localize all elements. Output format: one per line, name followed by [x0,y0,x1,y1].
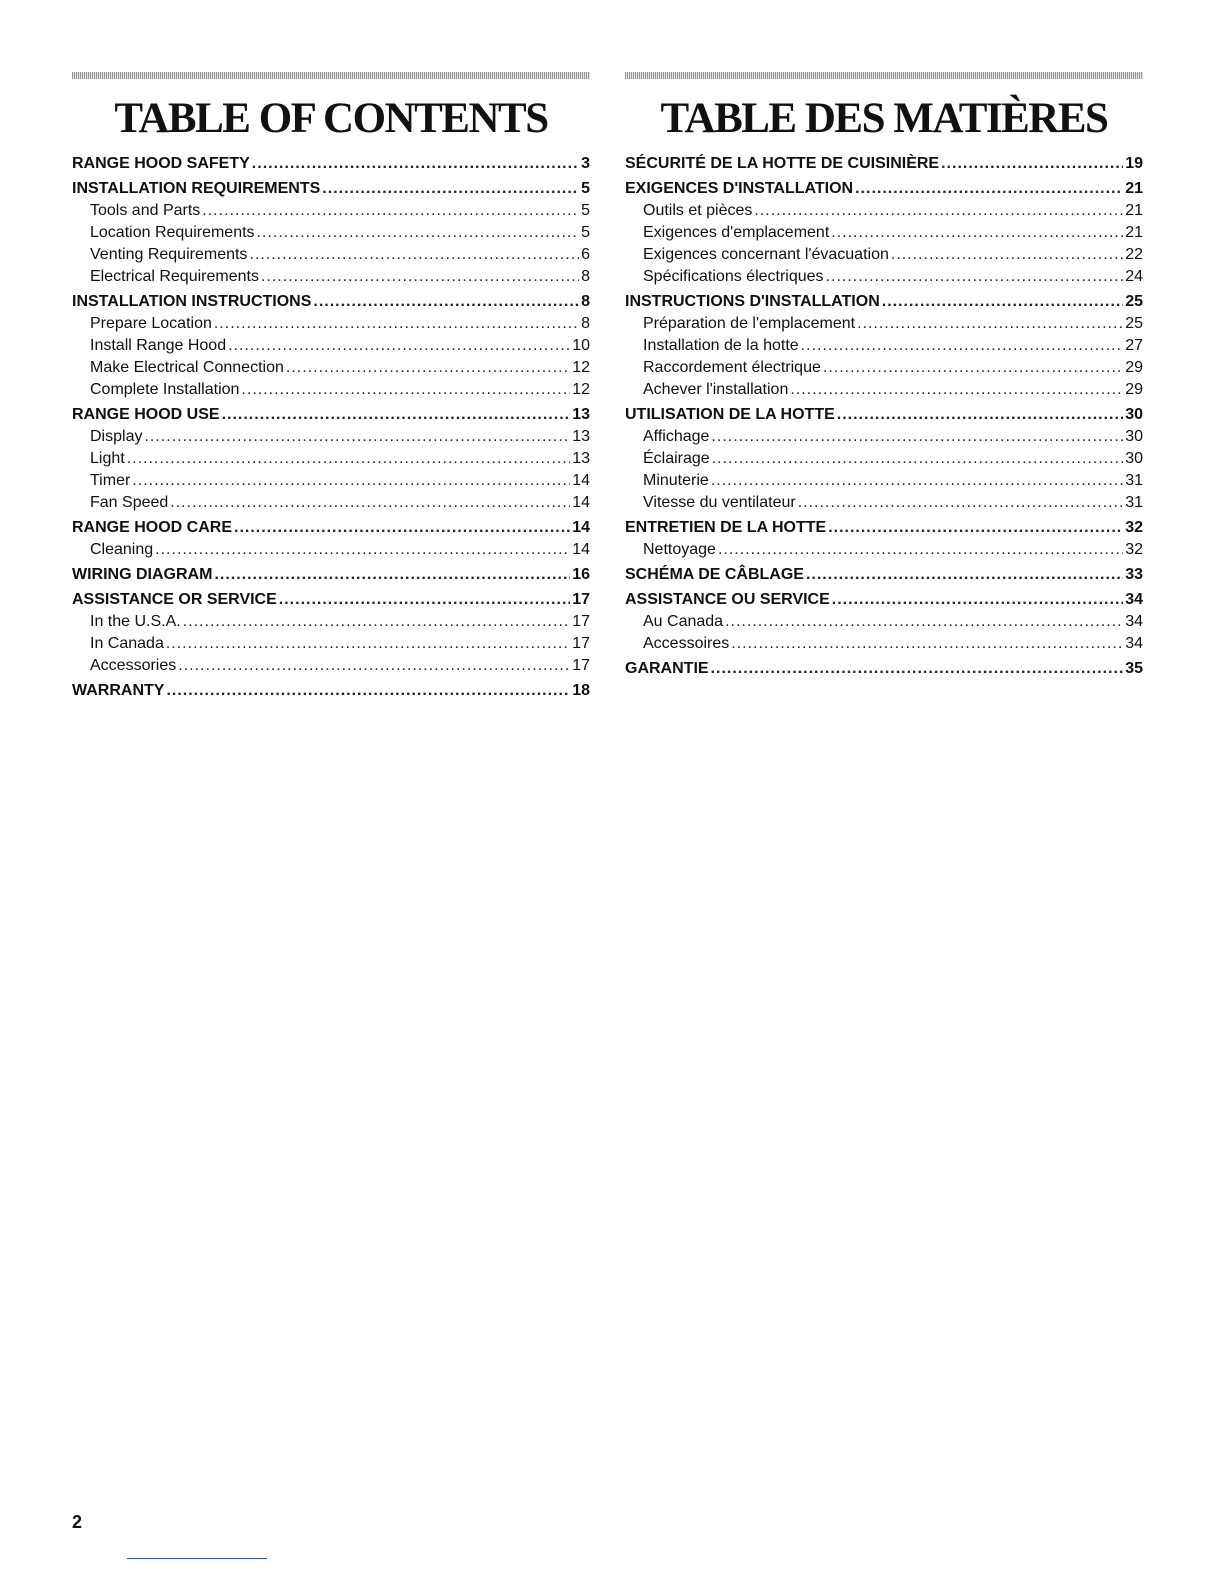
toc-entry[interactable]: Install Range Hood ..... 10 [72,335,590,357]
toc-entry[interactable]: ASSISTANCE OR SERVICE ..... 17 [72,589,590,611]
toc-title: TABLE DES MATIÈRES [660,95,1108,142]
top-rule [72,72,590,79]
toc-entry[interactable]: Cleaning ..... 14 [72,539,590,561]
toc-entry[interactable]: Affichage ..... 30 [625,426,1143,448]
toc-entry[interactable]: Accessories ..... 17 [72,655,590,677]
toc-entry[interactable]: Accessoires ..... 34 [625,633,1143,655]
toc-entry[interactable]: In Canada ..... 17 [72,633,590,655]
toc-entry[interactable]: INSTALLATION REQUIREMENTS ..... 5 [72,178,590,200]
toc-entry[interactable]: ASSISTANCE OU SERVICE ..... 34 [625,589,1143,611]
toc-entry[interactable]: Installation de la hotte ..... 27 [625,335,1143,357]
toc-entry[interactable]: Complete Installation ..... 12 [72,379,590,401]
toc-entry[interactable]: Spécifications électriques ..... 24 [625,266,1143,288]
toc-entry[interactable]: Achever l'installation ..... 29 [625,379,1143,401]
toc-title: TABLE OF CONTENTS [114,95,548,142]
footer-link-underline [127,1558,267,1559]
toc-entry[interactable]: Electrical Requirements ..... 8 [72,266,590,288]
toc-entry[interactable]: Location Requirements ..... 5 [72,222,590,244]
toc-entry[interactable]: In the U.S.A. ..... 17 [72,611,590,633]
top-rule [625,72,1143,79]
toc-french-column [625,72,1143,680]
toc-entry[interactable]: UTILISATION DE LA HOTTE ..... 30 [625,404,1143,426]
toc-entry[interactable]: WARRANTY ..... 18 [72,680,590,702]
toc-entry[interactable]: Tools and Parts ..... 5 [72,200,590,222]
page-number: 2 [72,1512,83,1532]
toc-entry[interactable]: RANGE HOOD CARE ..... 14 [72,517,590,539]
toc-entry[interactable]: EXIGENCES D'INSTALLATION ..... 21 [625,178,1143,200]
toc-entry[interactable]: Minuterie ..... 31 [625,470,1143,492]
toc-entry[interactable]: RANGE HOOD SAFETY ..... 3 [72,153,590,175]
toc-list [72,153,590,702]
toc-entry[interactable]: Fan Speed ..... 14 [72,492,590,514]
toc-entry[interactable]: ENTRETIEN DE LA HOTTE ..... 32 [625,517,1143,539]
toc-entry[interactable]: RANGE HOOD USE ..... 13 [72,404,590,426]
toc-entry[interactable]: GARANTIE ..... 35 [625,658,1143,680]
toc-entry[interactable]: Display ..... 13 [72,426,590,448]
toc-list [625,153,1143,680]
toc-entry[interactable]: Exigences d'emplacement ..... 21 [625,222,1143,244]
toc-entry[interactable]: SCHÉMA DE CÂBLAGE ..... 33 [625,564,1143,586]
toc-entry[interactable]: Préparation de l'emplacement ..... 25 [625,313,1143,335]
toc-entry[interactable]: SÉCURITÉ DE LA HOTTE DE CUISINIÈRE ..... 19 [625,153,1143,175]
toc-entry[interactable]: Outils et pièces ..... 21 [625,200,1143,222]
toc-entry[interactable]: Exigences concernant l'évacuation ..... 22 [625,244,1143,266]
toc-entry[interactable]: Nettoyage ..... 32 [625,539,1143,561]
toc-entry[interactable]: INSTRUCTIONS D'INSTALLATION ..... 25 [625,291,1143,313]
toc-entry[interactable]: Timer ..... 14 [72,470,590,492]
toc-entry[interactable]: Make Electrical Connection ..... 12 [72,357,590,379]
toc-entry[interactable]: Vitesse du ventilateur ..... 31 [625,492,1143,514]
toc-entry[interactable]: INSTALLATION INSTRUCTIONS ..... 8 [72,291,590,313]
toc-entry[interactable]: Raccordement électrique ..... 29 [625,357,1143,379]
toc-entry[interactable]: Venting Requirements ..... 6 [72,244,590,266]
toc-entry[interactable]: Éclairage ..... 30 [625,448,1143,470]
toc-entry[interactable]: Au Canada ..... 34 [625,611,1143,633]
toc-english-column [72,72,590,702]
toc-entry[interactable]: WIRING DIAGRAM ..... 16 [72,564,590,586]
toc-entry[interactable]: Prepare Location ..... 8 [72,313,590,335]
toc-entry[interactable]: Light ..... 13 [72,448,590,470]
